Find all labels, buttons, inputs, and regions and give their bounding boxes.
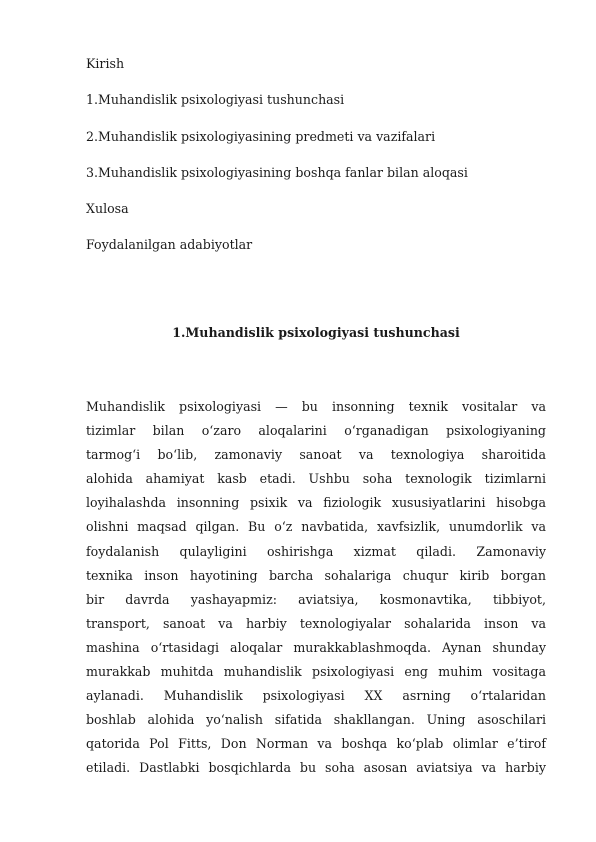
paragraph-line: murakkab muhitda muhandislik psixologiyasi eng muhim vositaga xyxy=(86,664,546,680)
toc-item-conclusion: Xulosa xyxy=(86,201,129,217)
paragraph-line: etiladi. Dastlabki bosqichlarda bu soha asosan aviatsiya va harbiy xyxy=(86,760,546,776)
section-heading: 1.Muhandislik psixologiyasi tushunchasi xyxy=(172,325,460,340)
paragraph-line: bir davrda yashayapmiz: aviatsiya, kosmonavtika, tibbiyot, xyxy=(86,591,546,607)
paragraph-line: tarmog‘i bo‘lib, zamonaviy sanoat va texnologiya sharoitida xyxy=(86,447,546,463)
paragraph-line: texnika inson hayotining barcha sohalariga chuqur kirib borgan xyxy=(86,567,546,583)
toc-item-section-1: 1.Muhandislik psixologiyasi tushunchasi xyxy=(86,92,345,108)
paragraph-line: loyihalashda insonning psixik va fiziologik xususiyatlarini hisobga xyxy=(86,495,546,511)
paragraph-line: foydalanish qulayligini oshirishga xizmat qiladi. Zamonaviy xyxy=(86,543,546,559)
paragraph-line: mashina o‘rtasidagi aloqalar murakkablashmoqda. Aynan shunday xyxy=(86,639,546,655)
table-of-contents xyxy=(86,55,546,273)
toc-item-section-3: 3.Muhandislik psixologiyasining boshqa fanlar bilan aloqasi xyxy=(86,164,468,180)
paragraph-line: alohida ahamiyat kasb etadi. Ushbu soha texnologik tizimlarni xyxy=(86,471,546,487)
paragraph-line: qatorida Pol Fitts, Don Norman va boshqa ko‘plab olimlar e’tirof xyxy=(86,736,546,752)
toc-item-introduction: Kirish xyxy=(86,56,125,71)
paragraph-line: aylanadi. Muhandislik psixologiyasi XX asrning o‘rtalaridan xyxy=(86,688,546,704)
paragraph-line: boshlab alohida yo‘nalish sifatida shakllangan. Uning asoschilari xyxy=(86,712,546,728)
paragraph-line: tizimlar bilan o‘zaro aloqalarini o‘rganadigan psixologiyaning xyxy=(86,423,546,439)
paragraph-line: transport, sanoat va harbiy texnologiyalar sohalarida inson va xyxy=(86,615,546,631)
section-paragraph xyxy=(86,395,546,781)
toc-item-references: Foydalanilgan adabiyotlar xyxy=(86,237,253,253)
paragraph-line: Muhandislik psixologiyasi — bu insonning texnik vositalar va xyxy=(86,399,546,414)
toc-item-section-2: 2.Muhandislik psixologiyasining predmeti va vazifalari xyxy=(86,128,436,144)
paragraph-line: olishni maqsad qilgan. Bu o‘z navbatida, xavfsizlik, unumdorlik va xyxy=(86,519,546,535)
